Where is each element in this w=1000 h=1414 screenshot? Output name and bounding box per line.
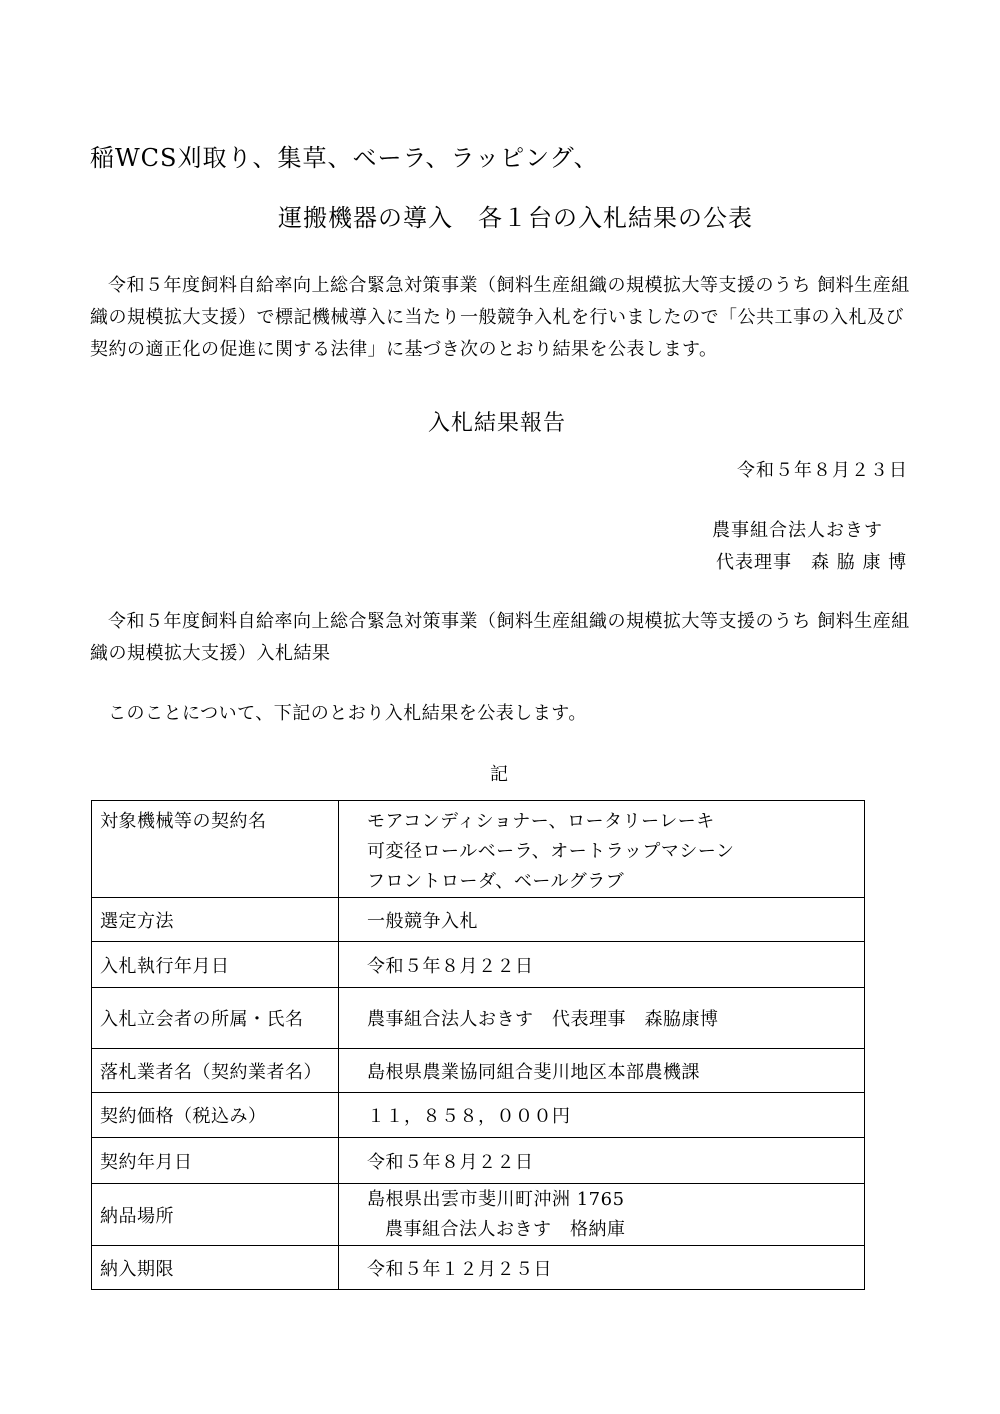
table-row xyxy=(92,1246,865,1290)
row-value xyxy=(339,801,865,898)
row-label: 落札業者名（契約業者名） xyxy=(92,1049,339,1093)
table-row xyxy=(92,1184,865,1246)
row-value: 令和５年１２月２５日 xyxy=(339,1246,865,1290)
report-date: 令和５年８月２３日 xyxy=(737,460,908,481)
report-heading: 入札結果報告 xyxy=(428,411,567,436)
value-line: フロントローダ、ベールグラブ xyxy=(367,871,625,892)
title-line-2: 運搬機器の導入 各１台の入札結果の公表 xyxy=(278,204,753,232)
title-line-1: 稲WCS刈取り、集草、ベーラ、ラッピング、 xyxy=(90,144,599,172)
row-label: 入札執行年月日 xyxy=(92,942,339,988)
row-value: 令和５年８月２２日 xyxy=(339,942,865,988)
table-row xyxy=(92,1138,865,1184)
row-label: 契約年月日 xyxy=(92,1138,339,1184)
row-value: 一般競争入札 xyxy=(339,898,865,942)
representative-name: 代表理事 森 脇 康 博 xyxy=(716,552,908,573)
bid-result-table xyxy=(91,800,865,1290)
notice-paragraph: このことについて、下記のとおり入札結果を公表します。 xyxy=(108,703,587,724)
table-row xyxy=(92,942,865,988)
row-value: 令和５年８月２２日 xyxy=(339,1138,865,1184)
row-label: 対象機械等の契約名 xyxy=(92,801,339,898)
table-row xyxy=(92,1093,865,1138)
value-line: モアコンディショナー、ロータリーレーキ xyxy=(367,811,715,832)
project-paragraph: 令和５年度飼料自給率向上総合緊急対策事業（飼料生産組織の規模拡大等支援のうち 飼料生産組織の規模拡大支援）入札結果 xyxy=(90,611,910,664)
row-label: 契約価格（税込み） xyxy=(92,1093,339,1138)
row-value: １１，８５８，０００円 xyxy=(339,1093,865,1138)
row-label: 入札立会者の所属・氏名 xyxy=(92,988,339,1049)
row-label: 選定方法 xyxy=(92,898,339,942)
ki-label: 記 xyxy=(490,764,508,785)
row-label: 納入期限 xyxy=(92,1246,339,1290)
row-value: 農事組合法人おきす 代表理事 森脇康博 xyxy=(339,988,865,1049)
row-value xyxy=(339,1184,865,1246)
row-value: 島根県農業協同組合斐川地区本部農機課 xyxy=(339,1049,865,1093)
row-label: 納品場所 xyxy=(92,1184,339,1246)
table-row xyxy=(92,801,865,898)
table-row xyxy=(92,1049,865,1093)
value-line: 農事組合法人おきす 格納庫 xyxy=(385,1218,626,1240)
table-row xyxy=(92,898,865,942)
intro-paragraph: 令和５年度飼料自給率向上総合緊急対策事業（飼料生産組織の規模拡大等支援のうち 飼料生産組織の規模拡大支援）で標記機械導入に当たり一般競争入札を行いましたので「公共工事の入札及び契約の適正化の促進に関する法律」に基づき次のとおり結果を公表します。 xyxy=(90,275,910,360)
value-line: 島根県出雲市斐川町沖洲 1765 xyxy=(367,1188,625,1210)
value-line: 可変径ロールベーラ、オートラップマシーン xyxy=(367,841,735,862)
organization-name: 農事組合法人おきす xyxy=(712,520,883,541)
table-row xyxy=(92,988,865,1049)
